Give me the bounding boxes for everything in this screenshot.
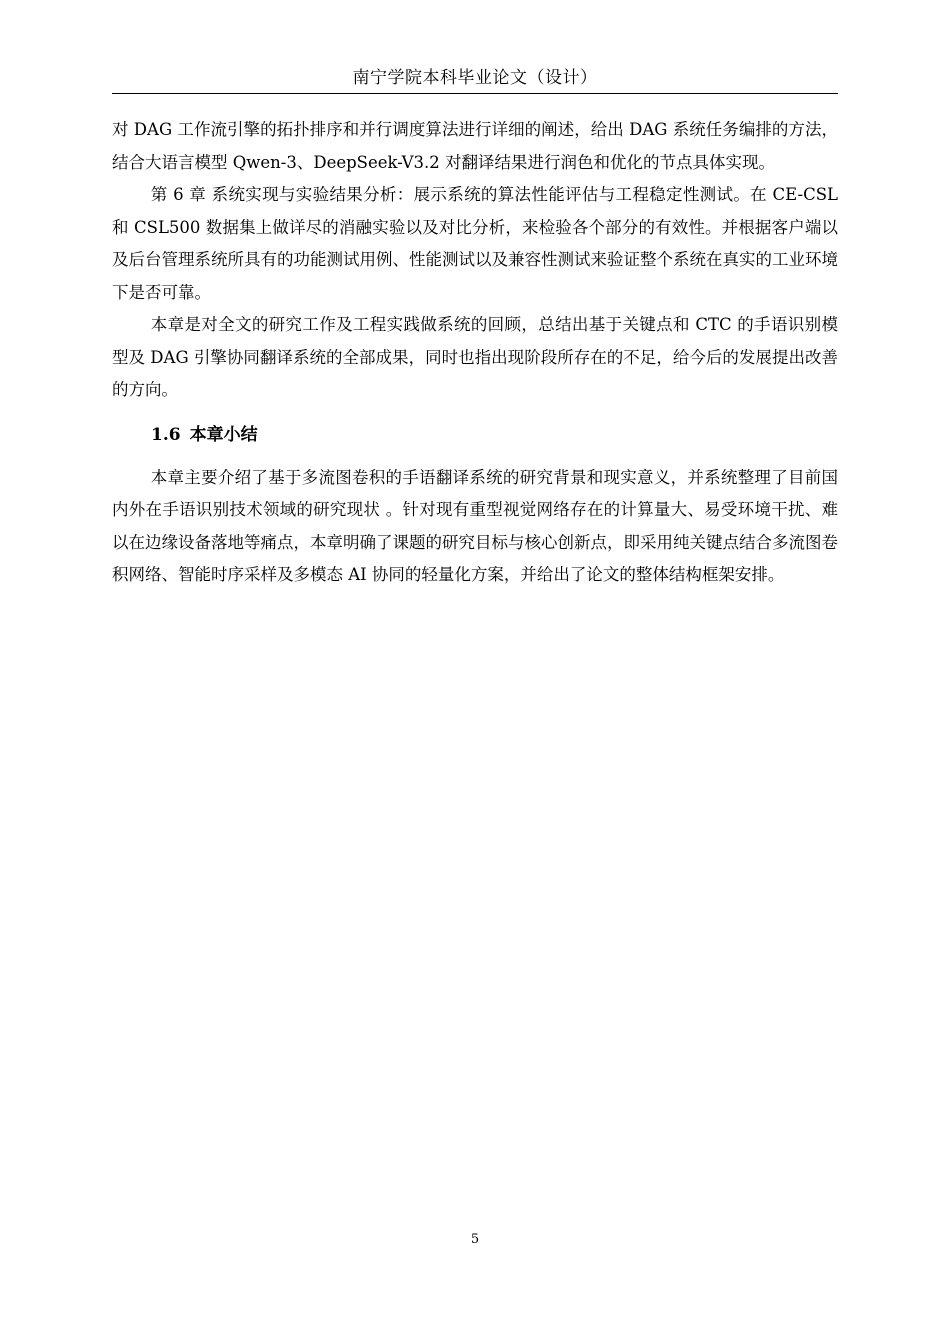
paragraph-chapter-6: 第 6 章 系统实现与实验结果分析：展示系统的算法性能评估与工程稳定性测试。在 CE-CSL 和 CSL500 数据集上做详尽的消融实验以及对比分析，来检验各个部分的有效性。并根据客户端以及后台管理系统所具有的功能测试用例、性能测试以及兼容性测试来验证整个系统在真实的工业环境下是否可靠。 <box>112 185 838 302</box>
page-body <box>112 114 838 592</box>
paragraph-continuation: 对 DAG 工作流引擎的拓扑排序和并行调度算法进行详细的阐述，给出 DAG 系统任务编排的方法，结合大语言模型 Qwen-3、DeepSeek-V3.2 对翻译结果进行润色和优化的节点具体实现。 <box>112 120 838 172</box>
paragraph-summary: 本章主要介绍了基于多流图卷积的手语翻译系统的研究背景和现实意义，并系统整理了目前国内外在手语识别技术领域的研究现状 。针对现有重型视觉网络存在的计算量大、易受环境干扰、难以在边缘设备落地等痛点，本章明确了课题的研究目标与核心创新点，即采用纯关键点结合多流图卷积网络、智能时序采样及多模态 AI 协同的轻量化方案，并给出了论文的整体结构框架安排。 <box>112 467 838 584</box>
page-number: 5 <box>470 1232 480 1247</box>
header-divider <box>112 93 838 94</box>
section-title: 本章小结 <box>189 424 258 445</box>
running-header: 南宁学院本科毕业论文（设计） <box>352 68 598 88</box>
paragraph-chapter-conclusion: 本章是对全文的研究工作及工程实践做系统的回顾，总结出基于关键点和 CTC 的手语识别模型及 DAG 引擎协同翻译系统的全部成果，同时也指出现阶段所存在的不足，给今后的发展提出改善的方向。 <box>112 315 838 399</box>
section-number: 1.6 <box>151 424 181 445</box>
section-heading <box>112 418 838 452</box>
